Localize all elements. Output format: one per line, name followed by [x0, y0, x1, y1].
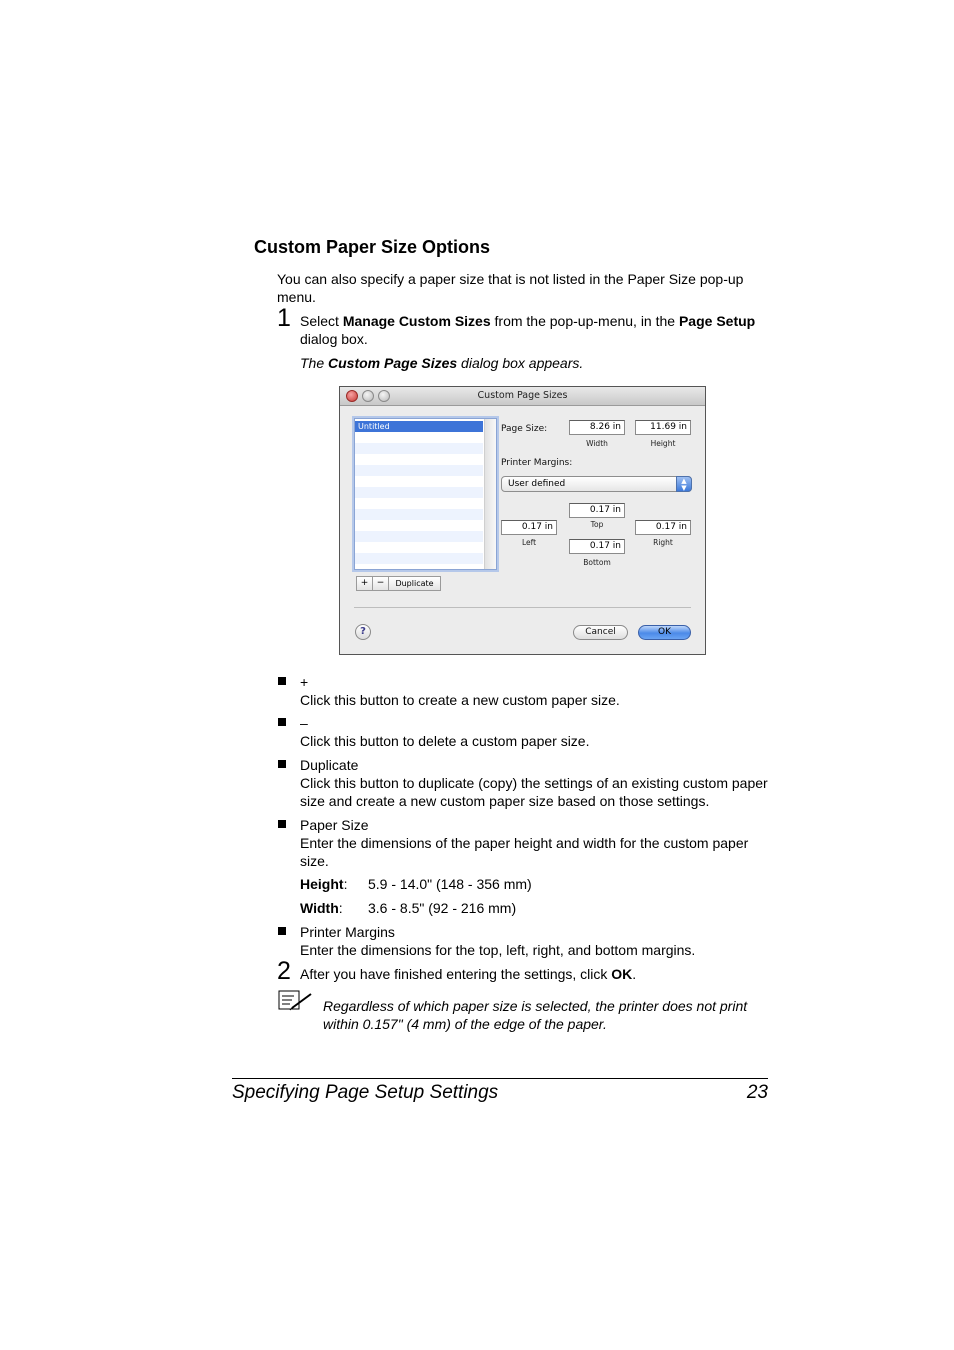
custom-sizes-list[interactable]: [354, 418, 497, 570]
remove-size-button[interactable]: −: [372, 576, 389, 591]
dialog-separator: [354, 607, 691, 608]
bullet-remove: – Click this button to delete a custom paper size.: [300, 715, 590, 749]
bullet-icon: [278, 820, 286, 828]
left-margin-field[interactable]: 0.17 in: [501, 520, 557, 535]
footer-title: Specifying Page Setup Settings: [232, 1082, 499, 1103]
height-range: Height:: [300, 876, 348, 892]
step-1-result: The Custom Page Sizes dialog box appears.: [300, 355, 584, 371]
printer-margins-value: User defined: [508, 479, 566, 489]
top-margin-field[interactable]: 0.17 in: [569, 503, 625, 518]
list-scrollbar[interactable]: [484, 419, 496, 569]
step-1-number: 1: [277, 304, 291, 332]
cancel-button[interactable]: Cancel: [573, 625, 628, 640]
height-caption: Height: [650, 439, 676, 448]
list-item[interactable]: Untitled: [355, 421, 483, 432]
ok-button[interactable]: OK: [638, 625, 691, 640]
step-2-number: 2: [277, 957, 291, 985]
add-size-button[interactable]: +: [356, 576, 373, 591]
width-field[interactable]: 8.26 in: [569, 420, 625, 435]
right-caption: Right: [653, 538, 673, 547]
custom-page-sizes-dialog: [339, 386, 706, 655]
bullet-paper-size: Paper Size Enter the dimensions of the paper height and width for the custom paper size.: [300, 817, 749, 869]
bottom-margin-field[interactable]: 0.17 in: [569, 539, 625, 554]
bullet-icon: [278, 760, 286, 768]
height-field[interactable]: 11.69 in: [635, 420, 691, 435]
printer-margins-popup[interactable]: [501, 476, 692, 492]
bullet-add: + Click this button to create a new custom paper size.: [300, 674, 620, 708]
left-caption: Left: [521, 538, 537, 547]
bullet-printer-margins: Printer Margins Enter the dimensions for the top, left, right, and bottom margins.: [300, 924, 696, 958]
dialog-title: Custom Page Sizes: [477, 390, 568, 401]
intro-paragraph: You can also specify a paper size that is not listed in the Paper Size pop-up menu.: [277, 271, 744, 305]
page-size-label: Page Size:: [501, 424, 548, 434]
right-margin-field[interactable]: 0.17 in: [635, 520, 691, 535]
help-button[interactable]: ?: [355, 624, 371, 640]
top-caption: Top: [590, 520, 604, 529]
duplicate-button[interactable]: Duplicate: [388, 576, 441, 591]
step-1-text: Select Manage Custom Sizes from the pop-up-menu, in the Page Setup dialog box.: [300, 313, 756, 347]
width-caption: Width: [586, 439, 608, 448]
page-number: 23: [746, 1082, 768, 1103]
footer-rule: [232, 1078, 768, 1079]
bullet-duplicate: Duplicate Click this button to duplicate (copy) the settings of an existing custom paper size and create a new custom paper size based on those settings.: [300, 757, 768, 809]
bullet-icon: [278, 677, 286, 685]
printer-margins-label: Printer Margins:: [501, 458, 573, 468]
height-range-value: 5.9 - 14.0" (148 - 356 mm): [368, 876, 532, 892]
step-2-text: After you have finished entering the settings, click OK.: [300, 966, 637, 982]
width-range: Width:: [300, 900, 343, 916]
note-text: Regardless of which paper size is selected, the printer does not print within 0.157" (4 mm) of the edge of the paper.: [323, 998, 748, 1032]
bottom-caption: Bottom: [583, 558, 611, 567]
updown-arrows-icon: ▲ ▼: [676, 476, 692, 492]
note-pencil-icon: [278, 990, 314, 1012]
section-heading: Custom Paper Size Options: [254, 237, 491, 257]
width-range-value: 3.6 - 8.5" (92 - 216 mm): [368, 900, 517, 916]
bullet-icon: [278, 927, 286, 935]
bullet-icon: [278, 718, 286, 726]
